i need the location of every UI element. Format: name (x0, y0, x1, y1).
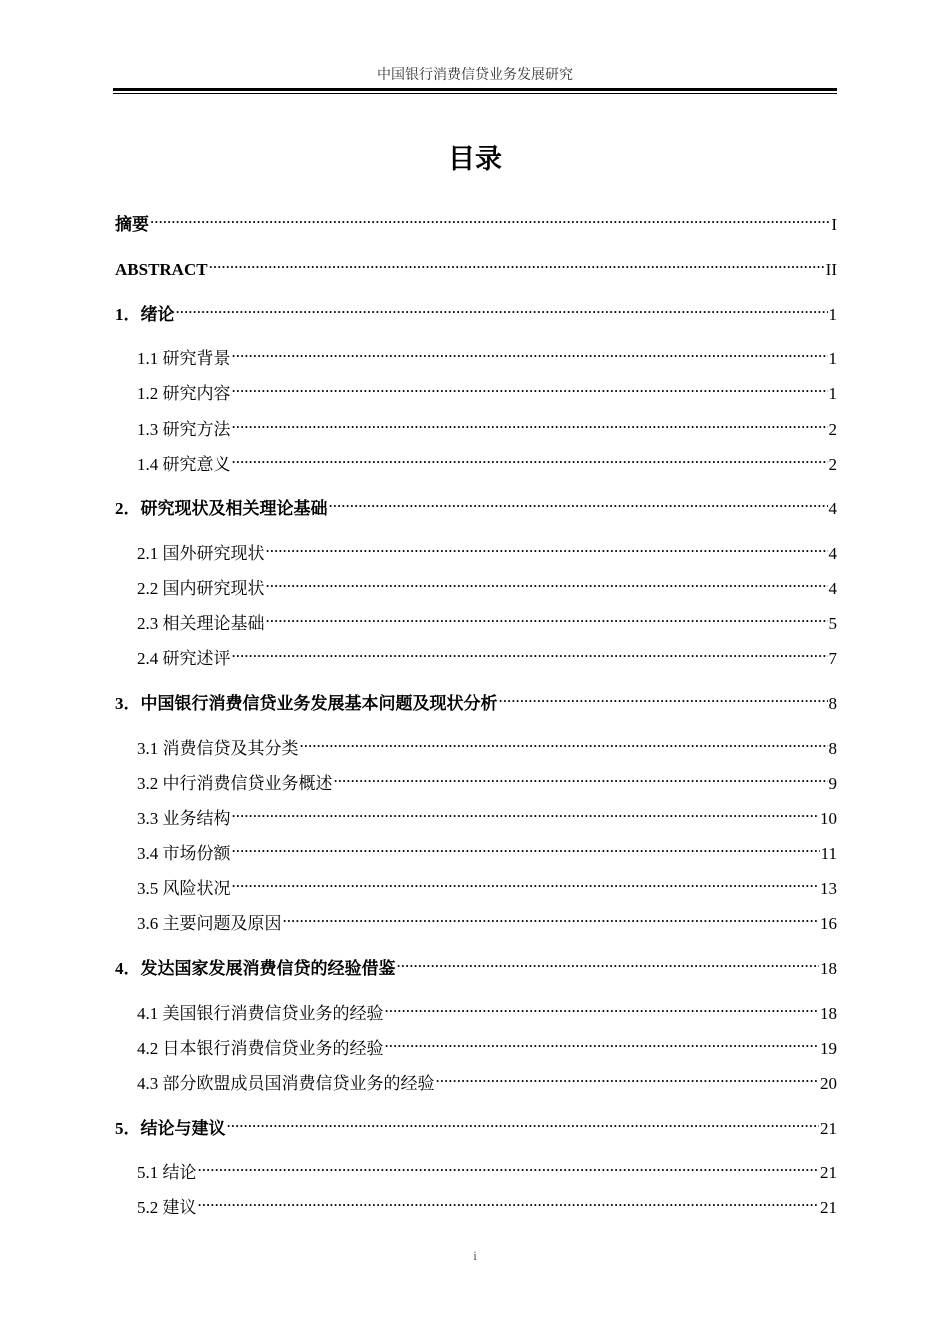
toc-entry-label: 1．绪论 (115, 305, 175, 324)
toc-entry-page: 4 (828, 499, 837, 518)
footer-page-number: i (473, 1248, 477, 1263)
toc-entry-section-3-5[interactable] (137, 870, 837, 898)
toc-entry-chapter-1[interactable] (115, 296, 837, 324)
toc-entry-section-3-3[interactable] (137, 800, 837, 828)
toc-entry-page: 18 (820, 959, 837, 978)
toc-entry-section-3-1[interactable] (137, 730, 837, 758)
toc-entry-label: 3．中国银行消费信贷业务发展基本问题及现状分析 (115, 694, 498, 713)
toc-leader-dots (175, 296, 828, 320)
toc-leader-dots (231, 835, 820, 859)
toc-leader-dots (299, 730, 828, 754)
toc-entry-page: 19 (820, 1039, 837, 1058)
toc-entry-page: 11 (820, 844, 837, 863)
toc-entry-label: 4.3 部分欧盟成员国消费信贷业务的经验 (137, 1074, 435, 1093)
toc-leader-dots (435, 1065, 820, 1089)
toc-entry-page: 18 (820, 1004, 837, 1023)
toc-entry-label: 1.3 研究方法 (137, 420, 231, 439)
toc-entry-page: 9 (828, 774, 837, 793)
toc-entry-section-5-1[interactable] (137, 1154, 837, 1182)
toc-entry-abstract-cn[interactable] (115, 206, 837, 234)
toc-leader-dots (197, 1189, 820, 1213)
toc-entry-page: 10 (820, 809, 837, 828)
toc-leader-dots (197, 1154, 820, 1178)
toc-entry-label: 摘要 (115, 215, 149, 234)
toc-entry-section-3-4[interactable] (137, 835, 837, 863)
toc-entry-page: 21 (820, 1198, 837, 1217)
toc-entry-page: 1 (828, 305, 837, 324)
toc-entry-label: 1.4 研究意义 (137, 455, 231, 474)
toc-entry-label: 5.1 结论 (137, 1163, 197, 1182)
toc-entry-label: 3.1 消费信贷及其分类 (137, 739, 299, 758)
toc-entry-section-1-2[interactable] (137, 375, 837, 403)
toc-entry-label: 2.3 相关理论基础 (137, 614, 265, 633)
header-rule-thick (113, 88, 837, 91)
toc-entry-label: ABSTRACT (115, 260, 208, 279)
toc-entry-page: 2 (828, 420, 837, 439)
toc-entry-label: 3.6 主要问题及原因 (137, 914, 282, 933)
toc-entry-page: 2 (828, 455, 837, 474)
toc-entry-label: 2.4 研究述评 (137, 649, 231, 668)
toc-entry-label: 3.3 业务结构 (137, 809, 231, 828)
toc-entry-label: 5．结论与建议 (115, 1119, 226, 1138)
toc-leader-dots (265, 605, 828, 629)
toc-entry-label: 1.1 研究背景 (137, 349, 231, 368)
toc-leader-dots (231, 870, 820, 894)
toc-entry-section-2-4[interactable] (137, 640, 837, 668)
toc-leader-dots (226, 1110, 820, 1134)
toc-entry-section-5-2[interactable] (137, 1189, 837, 1217)
toc-entry-label: 1.2 研究内容 (137, 384, 231, 403)
toc-entry-section-1-4[interactable] (137, 446, 837, 474)
toc-entry-chapter-4[interactable] (115, 950, 837, 978)
toc-entry-label: 3.4 市场份额 (137, 844, 231, 863)
toc-entry-label: 5.2 建议 (137, 1198, 197, 1217)
toc-entry-chapter-5[interactable] (115, 1110, 837, 1138)
toc-entry-chapter-2[interactable] (115, 490, 837, 518)
toc-entry-section-2-2[interactable] (137, 570, 837, 598)
toc-entry-label: 2．研究现状及相关理论基础 (115, 499, 328, 518)
toc-entry-page: 8 (828, 739, 837, 758)
toc-entry-page: 4 (828, 544, 837, 563)
toc-entry-page: 1 (828, 349, 837, 368)
toc-entry-page: 4 (828, 579, 837, 598)
running-header-title: 中国银行消费信贷业务发展研究 (377, 68, 573, 83)
toc-title: 目录 (448, 144, 502, 175)
toc-entry-label: 4.1 美国银行消费信贷业务的经验 (137, 1004, 384, 1023)
toc-entry-page: 7 (828, 649, 837, 668)
toc-leader-dots (328, 490, 828, 514)
toc-entry-chapter-3[interactable] (115, 685, 837, 713)
toc-entry-section-2-1[interactable] (137, 535, 837, 563)
toc-entry-page: 8 (828, 694, 837, 713)
toc-entry-label: 4.2 日本银行消费信贷业务的经验 (137, 1039, 384, 1058)
toc-entry-page: II (825, 260, 837, 279)
toc-entry-section-2-3[interactable] (137, 605, 837, 633)
toc-entry-page: 21 (820, 1163, 837, 1182)
toc-leader-dots (282, 905, 820, 929)
toc-leader-dots (384, 995, 820, 1019)
toc-leader-dots (265, 535, 828, 559)
header-rule-thin (113, 93, 837, 94)
toc-entry-label: 2.1 国外研究现状 (137, 544, 265, 563)
toc-leader-dots (231, 375, 828, 399)
toc-entry-section-1-1[interactable] (137, 340, 837, 368)
toc-leader-dots (231, 340, 828, 364)
toc-leader-dots (498, 685, 828, 709)
toc-entry-section-4-1[interactable] (137, 995, 837, 1023)
toc-leader-dots (208, 251, 825, 275)
toc-entry-page: 5 (828, 614, 837, 633)
toc-entry-page: 13 (820, 879, 837, 898)
toc-entry-abstract-en[interactable] (115, 251, 837, 279)
toc-entry-label: 4．发达国家发展消费信贷的经验借鉴 (115, 959, 396, 978)
toc-leader-dots (231, 411, 828, 435)
toc-entry-page: 16 (820, 914, 837, 933)
toc-entry-label: 3.5 风险状况 (137, 879, 231, 898)
toc-leader-dots (149, 206, 830, 230)
toc-leader-dots (231, 640, 828, 664)
toc-leader-dots (333, 765, 828, 789)
toc-entry-section-3-2[interactable] (137, 765, 837, 793)
toc-leader-dots (265, 570, 828, 594)
toc-entry-label: 2.2 国内研究现状 (137, 579, 265, 598)
toc-leader-dots (231, 800, 820, 824)
toc-entry-section-4-3[interactable] (137, 1065, 837, 1093)
toc-leader-dots (384, 1030, 820, 1054)
toc-entry-section-1-3[interactable] (137, 411, 837, 439)
toc-entry-page: 20 (820, 1074, 837, 1093)
toc-entry-section-3-6[interactable] (137, 905, 837, 933)
toc-entry-label: 3.2 中行消费信贷业务概述 (137, 774, 333, 793)
toc-entry-page: I (831, 215, 837, 234)
toc-entry-page: 21 (820, 1119, 837, 1138)
toc-leader-dots (231, 446, 828, 470)
toc-entry-section-4-2[interactable] (137, 1030, 837, 1058)
toc-leader-dots (396, 950, 820, 974)
toc-entry-page: 1 (828, 384, 837, 403)
